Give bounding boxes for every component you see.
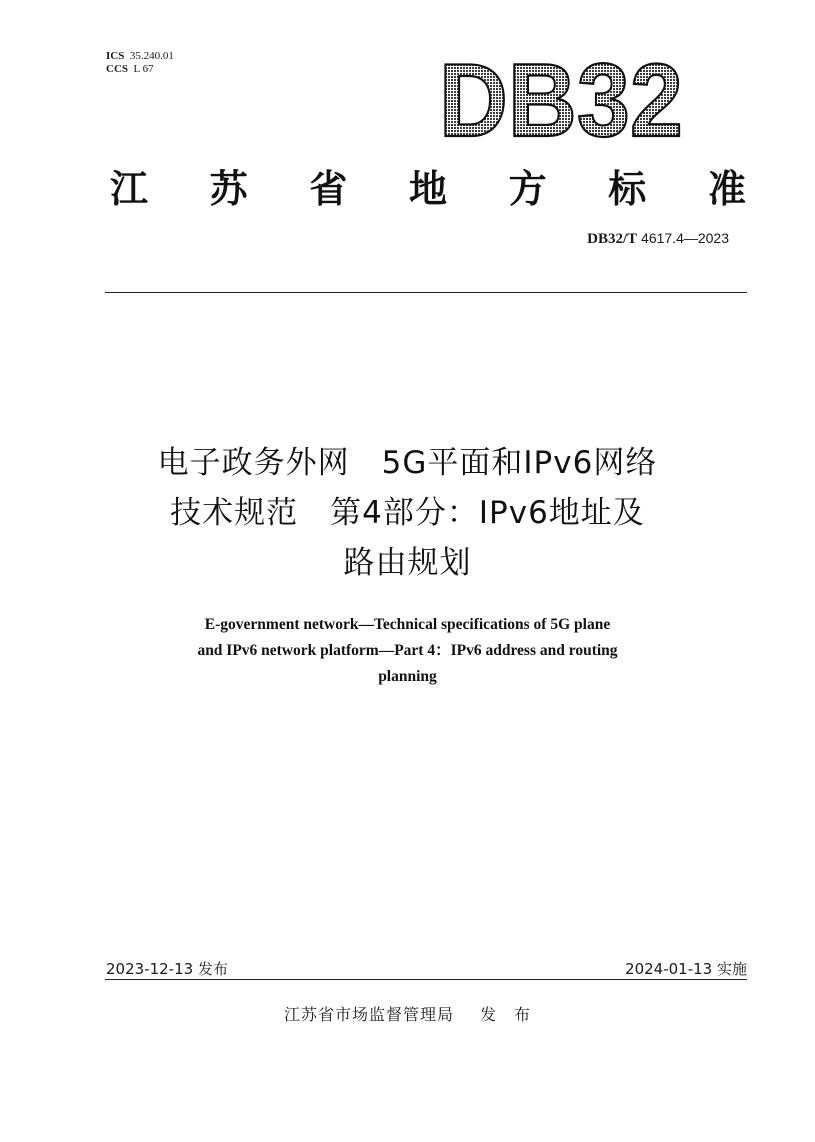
title-char: 苏 <box>209 166 248 211</box>
ics-value: 35.240.01 <box>129 50 174 62</box>
title-char: 江 <box>110 166 149 211</box>
logo-text: DB32 <box>439 46 683 146</box>
chinese-title <box>60 438 755 588</box>
chinese-title-line: 技术规范 第4部分：IPv6地址及 <box>170 495 645 531</box>
standard-number-code: 4617.4—2023 <box>641 230 729 246</box>
ics-code <box>106 50 174 63</box>
title-char: 方 <box>508 166 547 211</box>
standard-type-title <box>110 160 746 210</box>
standard-number <box>587 230 729 248</box>
ccs-label: CCS <box>106 63 129 75</box>
ccs-code <box>106 63 174 76</box>
chinese-title-line: 路由规划 <box>343 545 472 581</box>
english-title <box>80 612 735 690</box>
issuer-verb: 发 布 <box>480 1005 532 1024</box>
issuer <box>0 1002 815 1025</box>
title-char: 准 <box>707 166 746 211</box>
title-char: 地 <box>408 166 447 211</box>
ccs-value: L 67 <box>133 63 154 75</box>
implement-date: 2024-01-13 实施 <box>625 960 747 978</box>
issuer-name: 江苏省市场监督管理局 <box>283 1005 454 1024</box>
publish-date: 2023-12-13 发布 <box>106 960 228 978</box>
english-title-line: and IPv6 network platform—Part 4：IPv6 address and routing <box>197 642 618 659</box>
english-title-line: E-government network—Technical specifications of 5G plane <box>204 616 611 633</box>
classification-codes <box>106 50 174 76</box>
english-title-line: planning <box>378 668 437 685</box>
standard-number-prefix: DB32/T <box>587 231 638 247</box>
title-char: 标 <box>608 166 647 211</box>
db32-logo <box>436 46 686 146</box>
bottom-divider <box>105 979 747 980</box>
top-divider <box>105 292 747 293</box>
title-char: 省 <box>309 166 348 211</box>
chinese-title-line: 电子政务外网 5G平面和IPv6网络 <box>157 445 658 481</box>
ics-label: ICS <box>106 50 125 62</box>
